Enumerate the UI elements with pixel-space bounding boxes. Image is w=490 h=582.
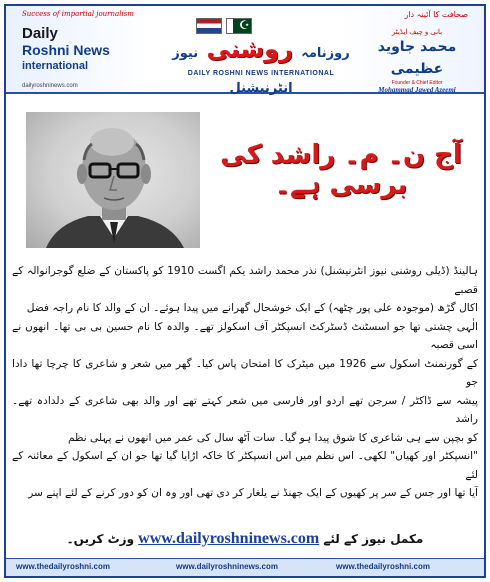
brand-prefix: روزنامہ <box>301 46 350 61</box>
pakistan-flag-icon <box>226 18 252 34</box>
body-line: ہالینڈ (ڈیلی روشنی نیوز انٹرنیشنل) نذر محمد راشد یکم اگست 1910 کو پاکستان کے ضلع گوجرانوالہ کے قصبے <box>12 265 479 296</box>
brand-urdu-small: نیوز انٹرنیشنل <box>172 46 293 96</box>
body-line: کو بچپن سے ہی شاعری کا شوق پیدا ہو گیا۔ سات آٹھ سال کی عمر میں انھوں نے پہلی نظم <box>67 431 478 444</box>
read-more-suffix: وزٹ کریں۔ <box>66 532 135 546</box>
brand-line-roshni: Roshni News <box>22 42 110 58</box>
body-line: الٰہی چشتی تھا جو اسسٹنٹ ڈسٹرکٹ انسپکٹر آف اسکولز تھے۔ والدہ کا نام حسین بی بی تھا۔ انھوں نے اسی قصبہ <box>12 320 478 351</box>
brand-english <box>22 26 152 94</box>
masthead <box>6 6 484 94</box>
footer-bar <box>6 558 484 576</box>
body-line: اکال گڑھ (موجودہ علی پور چٹھہ) کے ایک خوشحال گھرانے میں پیدا ہوئے۔ ان کے والد کا نام راجہ فضل <box>26 302 478 314</box>
editor-role: Founder & Chief Editor <box>391 80 443 86</box>
portrait-photo <box>26 112 200 248</box>
footer-url-1: www.thedailyroshni.com <box>16 562 110 571</box>
editor-name-urdu: محمد جاوید عظیمی <box>377 39 457 77</box>
editor-label: بانی و چیف ایڈیٹر <box>391 29 443 36</box>
body-line: "انسپکٹر اور کھیاں" لکھی۔ اس نظم میں اس انسپکٹر کا خاکہ اڑایا گیا تھا جو ان کے اسکول کے معائنہ کے لئے <box>12 450 478 481</box>
brand-site: dailyroshninews.com <box>22 83 78 89</box>
article-body <box>12 262 478 503</box>
editor-block <box>362 28 472 94</box>
headline: آج ن۔ م۔ راشد کی برسی ہے۔ <box>220 140 462 200</box>
brand-subtitle: DAILY ROSHNI NEWS INTERNATIONAL <box>187 70 335 77</box>
brand-line-daily: Daily <box>22 25 58 42</box>
footer-url-3: www.thedailyroshni.com <box>336 562 430 571</box>
netherlands-flag-icon <box>196 18 222 34</box>
brand-urdu <box>166 34 356 104</box>
footer-url-2: www.dailyroshninews.com <box>176 562 278 571</box>
body-line: کے گورنمنٹ اسکول سے 1926 میں میٹرک کا امتحان پاس کیا۔ گھر میں شعر و شاعری کا چرچا تھا دادا جو <box>12 357 478 388</box>
tagline-left: Success of impartial journalism <box>22 10 134 18</box>
read-more-line <box>12 528 478 551</box>
body-line: آیا تھا اور جس کے سر پر کھیوں کے ایک جھنڈ نے یلغار کر دی تھی اور وہ ان کو دور کرنے کے لئے اپنے سر <box>28 487 478 499</box>
brand-urdu-main: روشنی <box>206 35 293 63</box>
portrait-illustration <box>26 112 200 248</box>
tagline-right: صحافت کا آئینہ دار <box>404 10 468 19</box>
brand-line-international: international <box>22 60 89 72</box>
body-line: پیشہ سے ڈاکٹر / سرجن تھے اردو اور فارسی میں شعر کہتے تھے اور والد بھی شاعری کے دلدادہ تھے۔ راشد <box>12 394 478 425</box>
editor-name-english: Mohammad Jawed Azeemi <box>378 86 456 94</box>
website-link[interactable]: www.dailyroshninews.com <box>138 530 320 547</box>
read-more-prefix: مکمل نیوز کے لئے <box>323 532 424 546</box>
